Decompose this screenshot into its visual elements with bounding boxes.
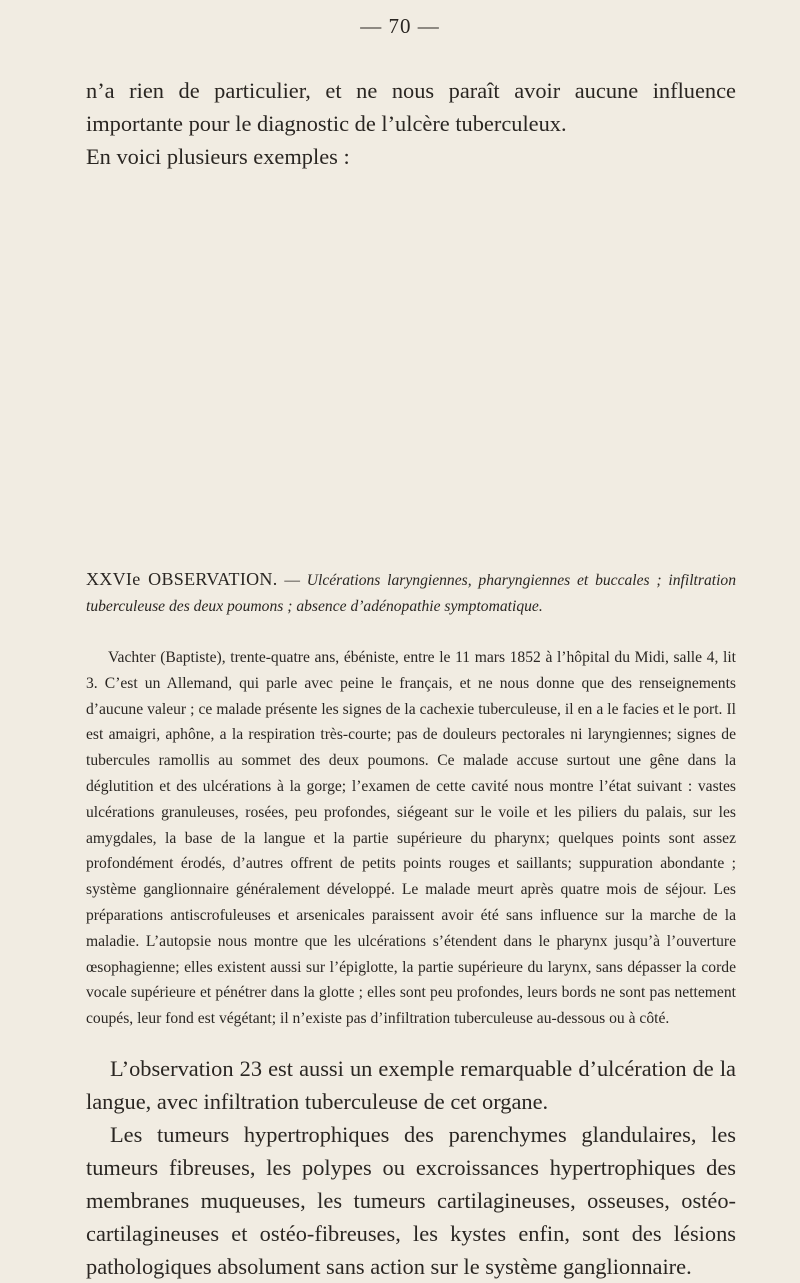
closing-paragraphs bbox=[86, 1052, 736, 1283]
examples-lead bbox=[86, 140, 736, 173]
closing-paragraph-1: L’observation 23 est aussi un exemple remarquable d’ulcération de la langue, avec infiltration tuberculeuse de cet organe. bbox=[86, 1056, 736, 1114]
observation-title: Ulcérations laryngiennes, pharyngiennes et buccales ; infiltration tuberculeuse des deux poumons ; absence d’adénopathie symptomatique. bbox=[86, 572, 736, 615]
observation-heading bbox=[86, 566, 736, 620]
intro-paragraph bbox=[86, 74, 736, 140]
intro-text: n’a rien de particulier, et ne nous paraît avoir aucune influence importante pour le diagnostic de l’ulcère tuberculeux. bbox=[86, 78, 736, 136]
examples-lead-text: En voici plusieurs exemples : bbox=[86, 144, 350, 169]
closing-paragraph-2: Les tumeurs hypertrophiques des parenchymes glandulaires, les tumeurs fibreuses, les polypes ou excroissances hypertrophiques des membranes muqueuses, les tumeurs cartilagineuses, osseuses, ostéo-cartilagineuses et ostéo-fibreuses, les kystes enfin, sont des lésions pathologiques absolument sans action sur le système ganglionnaire. bbox=[86, 1122, 736, 1279]
page-number: — 70 — bbox=[360, 14, 440, 38]
observation-label: XXVIe OBSERVATION. bbox=[86, 569, 278, 589]
case-report: Vachter (Baptiste), trente-quatre ans, ébéniste, entre le 11 mars 1852 à l’hôpital du Midi, salle 4, lit 3. C’est un Allemand, qui parle avec peine le français, et ne nous donne que des renseignements d’aucune valeur ; ce malade présente les signes de la cachexie tuberculeuse, il en a le facies et le port. Il est amaigri, aphône, a la respiration très-courte; pas de douleurs pectorales ni laryngiennes; signes de tubercules ramollis au sommet des deux poumons. Ce malade accuse surtout une gêne dans la déglutition et des ulcérations à la gorge; l’examen de cette cavité nous montre l’état suivant : vastes ulcérations granuleuses, rosées, peu profondes, siégeant sur le voile et les piliers du palais, sur les amygdales, la base de la langue et la partie supérieure du pharynx; quelques points sont assez profondément érodés, d’autres offrent de petits points rouges et saillants; suppuration abondante ; système ganglionnaire généralement développé. Le malade meurt après quatre mois de séjour. Les préparations antiscrofuleuses et arsenicales paraissent avoir été sans influence sur la marche de la maladie. L’autopsie nous montre que les ulcérations s’étendent dans le pharynx jusqu’à l’ouverture œsophagienne; elles existent aussi sur l’épiglotte, la partie supérieure du larynx, sans dépasser la corde vocale supérieure et pénétrer dans la glotte ; elles sont peu profondes, leurs bords ne sont pas nettement coupés, leur fond est végétant; il n’existe pas d’infiltration tuberculeuse au-dessous ou à côté. bbox=[86, 649, 736, 1028]
observation-dash: — bbox=[277, 572, 307, 589]
